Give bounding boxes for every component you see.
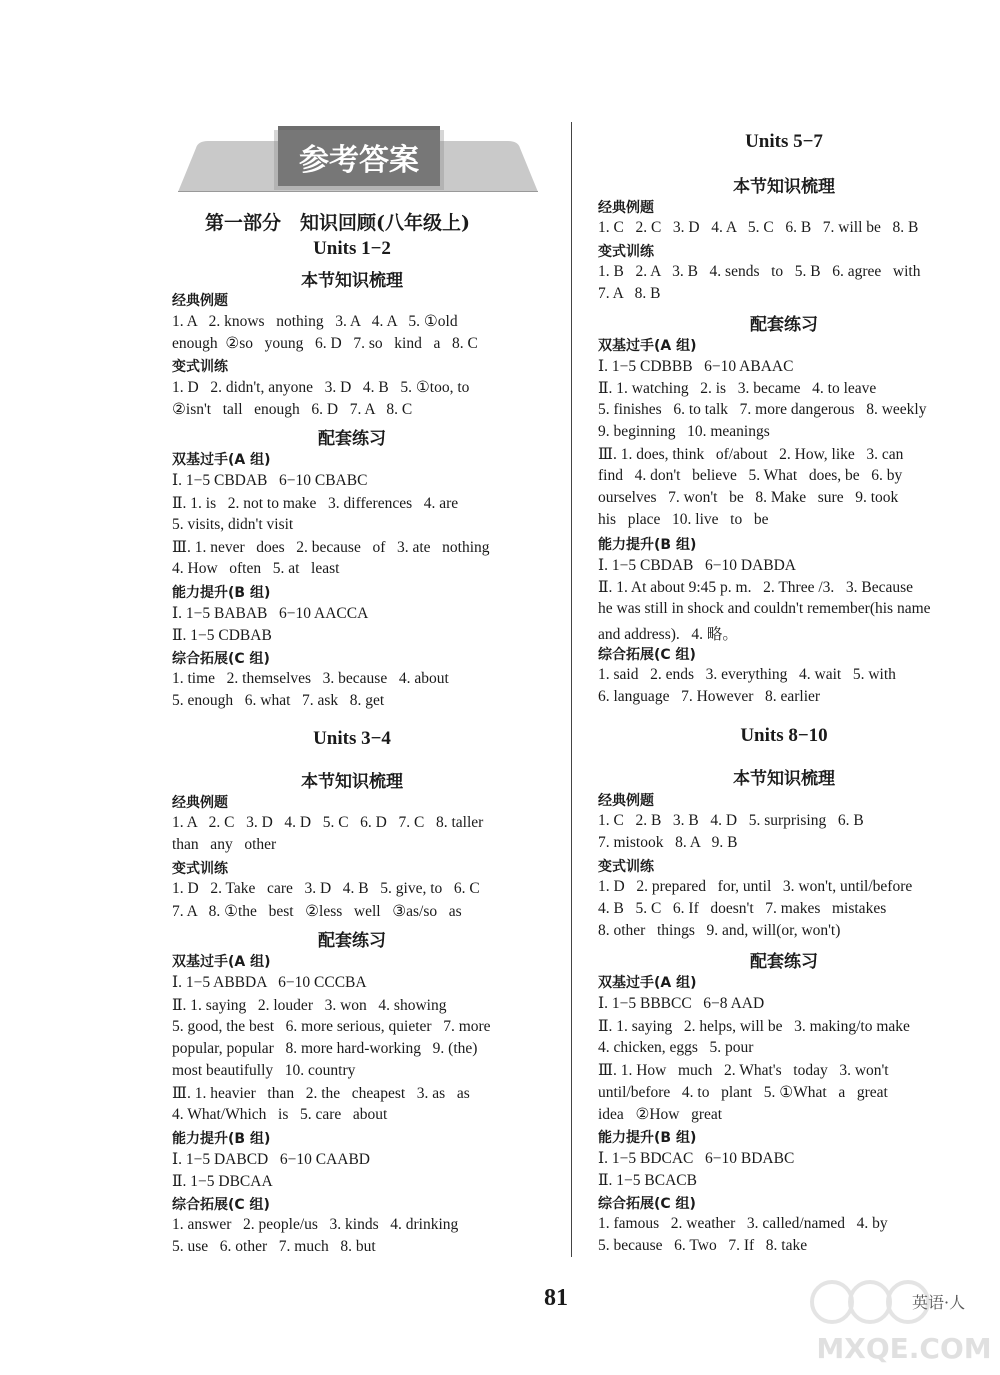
- answer-line: 9. beginning 10. meanings: [598, 423, 770, 440]
- answer-line: 7. A 8. ①the best ②less well ③as/so as: [172, 903, 462, 920]
- answer-line: 5. use 6. other 7. much 8. but: [172, 1238, 376, 1255]
- answer-line: Ⅰ. 1−5 CDBBB 6−10 ABAAC: [598, 358, 794, 375]
- section-heading: 本节知识梳理: [301, 271, 403, 291]
- exercise-group-label: 能力提升(B 组): [598, 537, 697, 553]
- answer-line: Ⅲ. 1. heavier than 2. the cheapest 3. as as: [172, 1085, 470, 1102]
- answer-line: 6. language 7. However 8. earlier: [598, 688, 821, 705]
- section-heading: 配套练习: [318, 429, 386, 449]
- exercise-group-label: 经典例题: [172, 293, 228, 309]
- answer-line: 7. mistook 8. A 9. B: [598, 834, 738, 851]
- exercise-group-label: 能力提升(B 组): [172, 1131, 271, 1147]
- section-heading: 本节知识梳理: [301, 772, 403, 792]
- units-heading: Units 5−7: [745, 131, 823, 152]
- answer-line: Ⅱ. 1. saying 2. helps, will be 3. making/to make: [598, 1018, 910, 1035]
- answer-line: ②isn't tall enough 6. D 7. A 8. C: [172, 401, 413, 418]
- exercise-group-label: 双基过手(A 组): [172, 954, 271, 970]
- page-number: 81: [544, 1285, 568, 1311]
- corner-subject-label: 英语·人: [912, 1293, 966, 1312]
- answer-line: he was still in shock and couldn't remember(his name: [598, 600, 931, 617]
- answer-line: Ⅲ. 1. does, think of/about 2. How, like 3. can: [598, 446, 904, 463]
- exercise-group-label: 能力提升(B 组): [598, 1130, 697, 1146]
- answer-line: 4. chicken, eggs 5. pour: [598, 1039, 754, 1056]
- answer-line: ourselves 7. won't be 8. Make sure 9. took: [598, 489, 899, 506]
- answer-line: Ⅱ. 1. At about 9:45 p. m. 2. Three /3. 3. Because: [598, 579, 914, 596]
- answer-line: 1. B 2. A 3. B 4. sends to 5. B 6. agree with: [598, 263, 921, 280]
- units-heading: Units 1−2: [313, 238, 391, 259]
- answer-line: Ⅰ. 1−5 BDCAC 6−10 BDABC: [598, 1150, 795, 1167]
- answer-line: 5. visits, didn't visit: [172, 516, 294, 533]
- exercise-group-label: 综合拓展(C 组): [172, 651, 270, 667]
- exercise-group-label: 变式训练: [598, 859, 654, 875]
- section-heading: 本节知识梳理: [733, 769, 835, 789]
- answer-line: 5. enough 6. what 7. ask 8. get: [172, 692, 385, 709]
- exercise-group-label: 经典例题: [598, 793, 654, 809]
- exercise-group-label: 变式训练: [172, 359, 228, 375]
- answer-line: Ⅰ. 1−5 CBDAB 6−10 DABDA: [598, 557, 796, 574]
- answer-line: until/before 4. to plant 5. ①What a great: [598, 1084, 888, 1101]
- exercise-group-label: 综合拓展(C 组): [598, 1196, 696, 1212]
- section-heading: 配套练习: [750, 315, 818, 335]
- answer-line: 4. B 5. C 6. If doesn't 7. makes mistakes: [598, 900, 887, 917]
- answer-line: 1. C 2. C 3. D 4. A 5. C 6. B 7. will be 8. B: [598, 219, 919, 236]
- answer-line: idea ②How great: [598, 1106, 723, 1123]
- answer-line: 1. famous 2. weather 3. called/named 4. by: [598, 1215, 888, 1232]
- answer-line: find 4. don't believe 5. What does, be 6. by: [598, 467, 903, 484]
- answer-line: 7. A 8. B: [598, 285, 661, 302]
- exercise-group-label: 双基过手(A 组): [598, 975, 697, 991]
- answer-line: Ⅲ. 1. How much 2. What's today 3. won't: [598, 1062, 889, 1079]
- answer-line: 1. D 2. Take care 3. D 4. B 5. give, to 6. C: [172, 880, 480, 897]
- answer-line: 1. D 2. didn't, anyone 3. D 4. B 5. ①too, to: [172, 379, 470, 396]
- part-title: 第一部分 知识回顾(八年级上): [205, 212, 470, 234]
- banner-title: 参考答案: [299, 143, 419, 178]
- exercise-group-label: 能力提升(B 组): [172, 585, 271, 601]
- answer-line: 5. good, the best 6. more serious, quieter 7. more: [172, 1018, 491, 1035]
- section-heading: 配套练习: [750, 952, 818, 972]
- answer-line: Ⅱ. 1−5 BCACB: [598, 1172, 697, 1189]
- answer-line: 5. because 6. Two 7. If 8. take: [598, 1237, 808, 1254]
- answer-line: 1. time 2. themselves 3. because 4. about: [172, 670, 449, 687]
- answer-line: 1. said 2. ends 3. everything 4. wait 5. with: [598, 666, 896, 683]
- column-divider: [571, 122, 572, 1257]
- answer-line: Ⅱ. 1. is 2. not to make 3. differences 4. are: [172, 495, 459, 512]
- exercise-group-label: 双基过手(A 组): [598, 338, 697, 354]
- answer-line: Ⅰ. 1−5 BABAB 6−10 AACCA: [172, 605, 369, 622]
- units-heading: Units 8−10: [740, 725, 828, 746]
- answer-line: most beautifully 10. country: [172, 1062, 356, 1079]
- answer-line: than any other: [172, 836, 277, 853]
- answer-line: 1. A 2. knows nothing 3. A 4. A 5. ①old: [172, 313, 458, 330]
- answer-line: 4. How often 5. at least: [172, 560, 340, 577]
- exercise-group-label: 经典例题: [172, 795, 228, 811]
- section-heading: 配套练习: [318, 931, 386, 951]
- answer-line: 8. other things 9. and, will(or, won't): [598, 922, 841, 939]
- answer-line: Ⅱ. 1. saying 2. louder 3. won 4. showing: [172, 997, 447, 1014]
- exercise-group-label: 综合拓展(C 组): [598, 647, 696, 663]
- answer-line: Ⅰ. 1−5 CBDAB 6−10 CBABC: [172, 472, 368, 489]
- exercise-group-label: 经典例题: [598, 200, 654, 216]
- answer-line: 4. What/Which is 5. care about: [172, 1106, 388, 1123]
- answer-line: 1. D 2. prepared for, until 3. won't, until/before: [598, 878, 913, 895]
- section-heading: 本节知识梳理: [733, 177, 835, 197]
- exercise-group-label: 变式训练: [172, 861, 228, 877]
- answer-line: 1. answer 2. people/us 3. kinds 4. drinking: [172, 1216, 459, 1233]
- watermark-logo: [808, 1276, 1000, 1368]
- answer-line: 5. finishes 6. to talk 7. more dangerous 8. weekly: [598, 401, 927, 418]
- answer-line: Ⅰ. 1−5 ABBDA 6−10 CCCBA: [172, 974, 367, 991]
- answer-line: Ⅱ. 1. watching 2. is 3. became 4. to leave: [598, 380, 877, 397]
- answer-line: Ⅰ. 1−5 DABCD 6−10 CAABD: [172, 1151, 370, 1168]
- exercise-group-label: 变式训练: [598, 244, 654, 260]
- answer-line: and address). 4. 略。: [598, 626, 738, 643]
- answer-line: Ⅱ. 1−5 CDBAB: [172, 627, 272, 644]
- exercise-group-label: 双基过手(A 组): [172, 452, 271, 468]
- answer-line: Ⅱ. 1−5 DBCAA: [172, 1173, 273, 1190]
- answer-line: popular, popular 8. more hard-working 9. (the): [172, 1040, 478, 1057]
- answer-line: Ⅰ. 1−5 BBBCC 6−8 AAD: [598, 995, 765, 1012]
- answer-line: Ⅲ. 1. never does 2. because of 3. ate nothing: [172, 539, 490, 556]
- units-heading: Units 3−4: [313, 728, 391, 749]
- answer-line: enough ②so young 6. D 7. so kind a 8. C: [172, 335, 478, 352]
- answer-line: his place 10. live to be: [598, 511, 769, 528]
- svg-text:MXQE.COM: MXQE.COM: [816, 1332, 992, 1365]
- answer-title-banner: [178, 126, 538, 192]
- answer-line: 1. A 2. C 3. D 4. D 5. C 6. D 7. C 8. taller: [172, 814, 484, 831]
- exercise-group-label: 综合拓展(C 组): [172, 1197, 270, 1213]
- answer-line: 1. C 2. B 3. B 4. D 5. surprising 6. B: [598, 812, 864, 829]
